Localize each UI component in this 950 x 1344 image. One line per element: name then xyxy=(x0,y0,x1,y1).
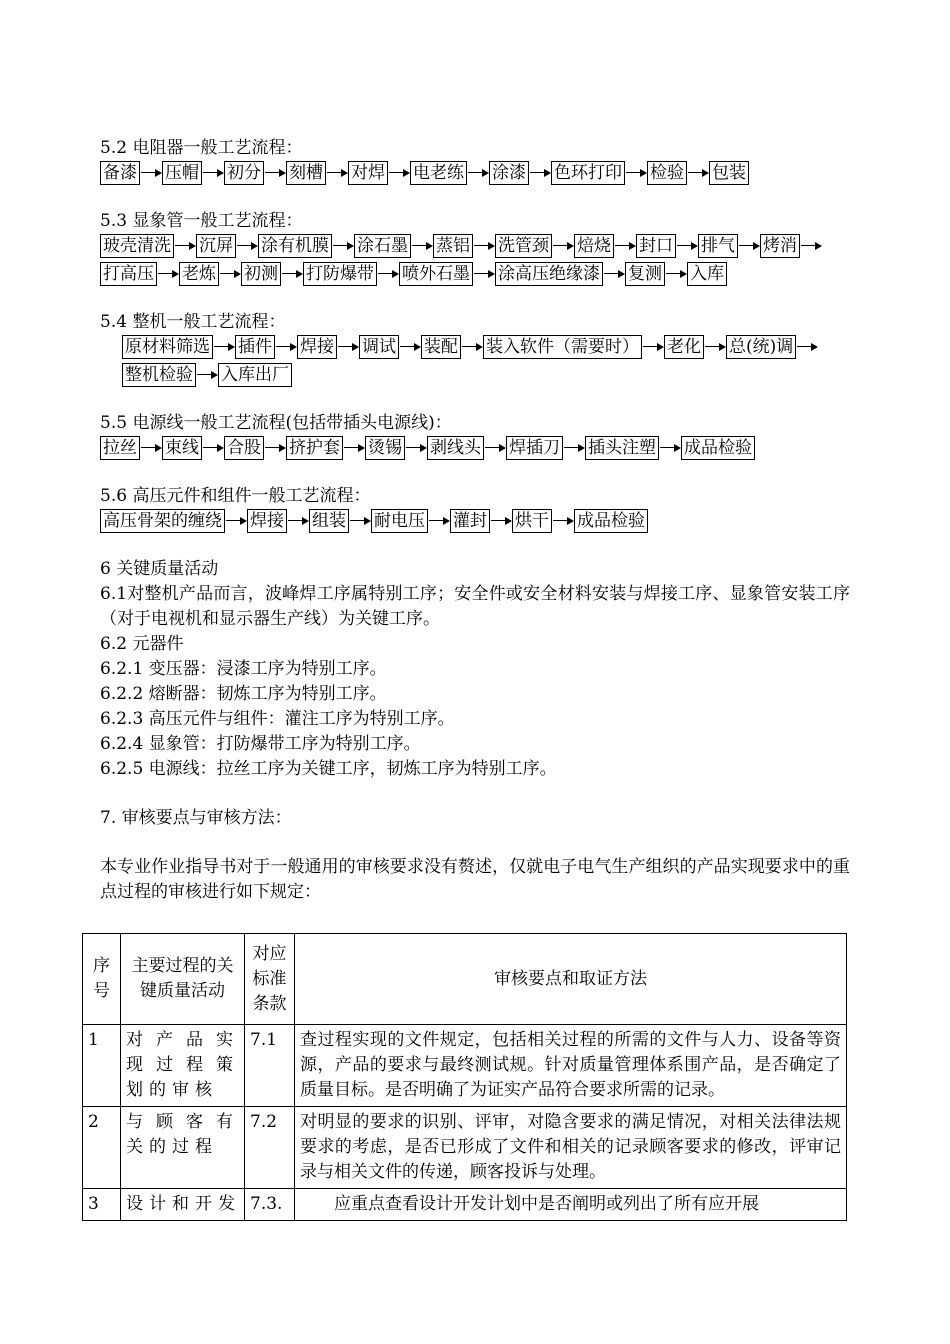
process-step xyxy=(303,262,399,286)
process-flow xyxy=(100,436,850,460)
table-row xyxy=(83,1107,847,1189)
process-step-label: 剥线头 xyxy=(427,436,484,460)
arrow-right-icon xyxy=(490,516,512,526)
process-step xyxy=(359,335,421,359)
process-step-label: 组装 xyxy=(309,509,349,533)
process-step-label: 涂有机膜 xyxy=(258,234,332,258)
section-7-intro: 本专业作业指导书对于一般通用的审核要求没有赘述，仅就电子电气生产组织的产品实现要求中的重点过程的审核进行如下规定： xyxy=(100,857,850,902)
process-step-label: 初分 xyxy=(224,161,264,185)
process-step xyxy=(585,436,681,460)
arrow-right-icon xyxy=(225,516,247,526)
process-step-label: 老化 xyxy=(664,335,704,359)
process-step-label: 挤护套 xyxy=(286,436,343,460)
process-step-label: 洗管颈 xyxy=(495,234,552,258)
arrow-right-icon xyxy=(461,342,483,352)
process-step xyxy=(162,436,224,460)
process-step-label: 包装 xyxy=(709,161,749,185)
process-step xyxy=(100,436,162,460)
process-step-label: 刻槽 xyxy=(286,161,326,185)
arrow-right-icon xyxy=(399,342,421,352)
process-step xyxy=(224,161,286,185)
section-heading: 5.3 显象管一般工艺流程： xyxy=(100,211,303,231)
process-step xyxy=(297,335,359,359)
process-step-label: 排气 xyxy=(698,234,738,258)
process-step xyxy=(241,262,303,286)
process-step xyxy=(247,509,309,533)
row-method: 对明显的要求的识别、评审，对隐含要求的满足情况，对相关法律法规要求的考虑，是否已形成了文件和相关的记录顾客要求的修改，评审记录与相关文件的传递，顾客投诉与处理。 xyxy=(295,1107,847,1189)
process-step xyxy=(354,234,433,258)
process-step-label: 整机检验 xyxy=(122,363,196,387)
process-step xyxy=(574,234,636,258)
arrow-right-icon xyxy=(405,443,427,453)
arrow-right-icon xyxy=(140,168,162,178)
process-step xyxy=(100,262,179,286)
table-row xyxy=(83,1025,847,1107)
process-step-label: 打防爆带 xyxy=(303,262,377,286)
process-step xyxy=(726,335,818,359)
process-step xyxy=(218,363,292,387)
row-clause: 7.1 xyxy=(245,1025,295,1107)
process-step-label: 玻壳清洗 xyxy=(100,234,174,258)
process-step xyxy=(122,363,218,387)
arrow-right-icon xyxy=(467,168,489,178)
process-step xyxy=(100,509,247,533)
list-item: 6.2.1 变压器：浸漆工序为特别工序。 xyxy=(100,659,387,679)
process-step xyxy=(636,234,698,258)
process-step xyxy=(625,262,687,286)
arrow-right-icon xyxy=(473,269,495,279)
arrow-right-icon xyxy=(343,443,365,453)
process-step-label: 总(统)调 xyxy=(726,335,796,359)
arrow-right-icon xyxy=(704,342,726,352)
process-step xyxy=(399,262,495,286)
arrow-right-icon xyxy=(529,168,551,178)
process-step-label: 涂高压绝缘漆 xyxy=(495,262,603,286)
process-step xyxy=(664,335,726,359)
arrow-right-icon xyxy=(202,443,224,453)
arrow-right-icon xyxy=(174,241,196,251)
section-heading: 5.6 高压元件和组件一般工艺流程： xyxy=(100,486,371,506)
list-item: 6.2.4 显象管：打防爆带工序为特别工序。 xyxy=(100,734,421,754)
arrow-right-icon xyxy=(473,241,495,251)
arrow-right-icon xyxy=(484,443,506,453)
arrow-right-icon xyxy=(738,241,760,251)
row-process: 设计和开发 xyxy=(121,1189,245,1221)
header-num: 序号 xyxy=(83,934,121,1025)
arrow-right-icon xyxy=(219,269,241,279)
arrow-right-icon xyxy=(614,241,636,251)
process-step-label: 烤消 xyxy=(760,234,800,258)
process-step xyxy=(286,436,365,460)
process-step-label: 入库出厂 xyxy=(218,363,292,387)
process-step xyxy=(681,436,755,460)
process-step xyxy=(100,161,162,185)
row-process: 对产品实现过程策划的审核 xyxy=(121,1025,245,1107)
process-step-label: 烫锡 xyxy=(365,436,405,460)
section-7-title: 7. 审核要点与审核方法： xyxy=(100,808,292,828)
arrow-right-icon xyxy=(202,168,224,178)
arrow-right-icon xyxy=(659,443,681,453)
process-step xyxy=(100,234,196,258)
process-step xyxy=(421,335,483,359)
process-step xyxy=(512,509,574,533)
process-step xyxy=(483,335,664,359)
arrow-right-icon xyxy=(326,168,348,178)
process-step xyxy=(489,161,551,185)
process-step-label: 打高压 xyxy=(100,262,157,286)
process-flow xyxy=(100,161,850,185)
process-step xyxy=(365,436,427,460)
process-step-label: 原材料筛选 xyxy=(122,335,213,359)
paragraph-6-2: 6.2 元器件 xyxy=(100,634,184,654)
paragraph-6-1: 6.1对整机产品而言，波峰焊工序属特别工序；安全件或安全材料安装与焊接工序、显象管安装工序（对于电视机和显示器生产线）为关键工序。 xyxy=(100,584,850,629)
process-step xyxy=(687,262,727,286)
arrow-right-icon xyxy=(428,516,450,526)
process-step xyxy=(348,161,410,185)
process-step-label: 插头注塑 xyxy=(585,436,659,460)
process-step xyxy=(179,262,241,286)
process-step-label: 沉屏 xyxy=(196,234,236,258)
process-step xyxy=(551,161,647,185)
process-step xyxy=(450,509,512,533)
process-step xyxy=(122,335,235,359)
process-step xyxy=(286,161,348,185)
process-step-label: 色环打印 xyxy=(551,161,625,185)
process-step-label: 备漆 xyxy=(100,161,140,185)
process-step xyxy=(427,436,506,460)
arrow-right-icon xyxy=(411,241,433,251)
process-step-label: 装配 xyxy=(421,335,461,359)
section-heading: 5.4 整机一般工艺流程： xyxy=(100,312,286,332)
process-step-label: 电老练 xyxy=(410,161,467,185)
section-heading: 5.2 电阻器一般工艺流程： xyxy=(100,138,303,158)
row-process: 与顾客有关的过程 xyxy=(121,1107,245,1189)
arrow-right-icon xyxy=(264,168,286,178)
process-step-label: 调试 xyxy=(359,335,399,359)
process-step-label: 合股 xyxy=(224,436,264,460)
header-clause: 对应标准条款 xyxy=(245,934,295,1025)
process-flow xyxy=(100,335,850,387)
row-clause: 7.2 xyxy=(245,1107,295,1189)
process-flow xyxy=(100,509,850,533)
process-step xyxy=(224,436,286,460)
list-item: 6.2.3 高压元件与组件：灌注工序为特别工序。 xyxy=(100,709,455,729)
process-step xyxy=(371,509,450,533)
arrow-right-icon xyxy=(264,443,286,453)
process-step-label: 检验 xyxy=(647,161,687,185)
process-step-label: 装入软件（需要时） xyxy=(483,335,642,359)
arrow-right-icon xyxy=(603,269,625,279)
row-num: 2 xyxy=(83,1107,121,1189)
arrow-right-icon xyxy=(332,241,354,251)
row-clause: 7.3. xyxy=(245,1189,295,1221)
process-step-label: 蒸铝 xyxy=(433,234,473,258)
document-body xyxy=(100,136,850,905)
process-step xyxy=(760,234,822,258)
process-step-label: 初测 xyxy=(241,262,281,286)
process-step-label: 涂漆 xyxy=(489,161,529,185)
process-step xyxy=(647,161,709,185)
process-step-label: 压帽 xyxy=(162,161,202,185)
process-step-label: 高压骨架的缠绕 xyxy=(100,509,225,533)
process-step-label: 灌封 xyxy=(450,509,490,533)
process-step-label: 焊接 xyxy=(297,335,337,359)
arrow-right-icon xyxy=(287,516,309,526)
list-item: 6.2.2 熔断器：韧炼工序为特别工序。 xyxy=(100,684,387,704)
arrow-right-icon xyxy=(281,269,303,279)
arrow-right-icon xyxy=(625,168,647,178)
process-step-label: 烘干 xyxy=(512,509,552,533)
row-num: 3 xyxy=(83,1189,121,1221)
process-step xyxy=(410,161,489,185)
arrow-right-icon xyxy=(800,241,822,251)
table-header-row xyxy=(83,934,847,1025)
process-step-label: 入库 xyxy=(687,262,727,286)
arrow-right-icon xyxy=(642,342,664,352)
process-step-label: 涂石墨 xyxy=(354,234,411,258)
process-step-label: 插件 xyxy=(235,335,275,359)
header-method: 审核要点和取证方法 xyxy=(295,934,847,1025)
row-method: 查过程实现的文件规定，包括相关过程的所需的文件与人力、设备等资源，产品的要求与最终测试规。针对质量管理体系围产品，是否确定了质量目标。是否明确了为证实产品符合要求所需的记录。 xyxy=(295,1025,847,1107)
process-step xyxy=(196,234,258,258)
arrow-right-icon xyxy=(349,516,371,526)
process-step xyxy=(506,436,585,460)
arrow-right-icon xyxy=(275,342,297,352)
arrow-right-icon xyxy=(687,168,709,178)
process-step xyxy=(258,234,354,258)
arrow-right-icon xyxy=(337,342,359,352)
arrow-right-icon xyxy=(196,370,218,380)
row-method: 应重点查看设计开发计划中是否阐明或列出了所有应开展 xyxy=(295,1189,847,1221)
process-step-label: 焙烧 xyxy=(574,234,614,258)
process-step-label: 成品检验 xyxy=(681,436,755,460)
arrow-right-icon xyxy=(157,269,179,279)
process-step xyxy=(309,509,371,533)
process-step-label: 束线 xyxy=(162,436,202,460)
arrow-right-icon xyxy=(377,269,399,279)
list-item: 6.2.5 电源线：拉丝工序为关键工序，韧炼工序为特别工序。 xyxy=(100,759,557,779)
process-step-label: 老炼 xyxy=(179,262,219,286)
arrow-right-icon xyxy=(796,342,818,352)
arrow-right-icon xyxy=(213,342,235,352)
process-step xyxy=(433,234,495,258)
arrow-right-icon xyxy=(236,241,258,251)
process-step xyxy=(495,262,625,286)
row-num: 1 xyxy=(83,1025,121,1107)
table-row xyxy=(83,1189,847,1221)
process-step xyxy=(574,509,648,533)
section-heading: 5.5 电源线一般工艺流程(包括带插头电源线)： xyxy=(100,413,452,433)
audit-table xyxy=(82,933,847,1221)
process-step-label: 耐电压 xyxy=(371,509,428,533)
arrow-right-icon xyxy=(563,443,585,453)
arrow-right-icon xyxy=(552,241,574,251)
process-step-label: 焊接 xyxy=(247,509,287,533)
arrow-right-icon xyxy=(140,443,162,453)
process-step xyxy=(162,161,224,185)
process-step-label: 焊插刀 xyxy=(506,436,563,460)
arrow-right-icon xyxy=(388,168,410,178)
process-step-label: 拉丝 xyxy=(100,436,140,460)
process-flow xyxy=(100,234,850,286)
process-step xyxy=(235,335,297,359)
process-step-label: 对焊 xyxy=(348,161,388,185)
process-step-label: 复测 xyxy=(625,262,665,286)
process-step-label: 封口 xyxy=(636,234,676,258)
arrow-right-icon xyxy=(676,241,698,251)
arrow-right-icon xyxy=(552,516,574,526)
header-process: 主要过程的关键质量活动 xyxy=(121,934,245,1025)
process-step xyxy=(495,234,574,258)
process-step-label: 喷外石墨 xyxy=(399,262,473,286)
process-step-label: 成品检验 xyxy=(574,509,648,533)
section-6-title: 6 关键质量活动 xyxy=(100,559,219,579)
arrow-right-icon xyxy=(665,269,687,279)
process-step xyxy=(698,234,760,258)
process-step xyxy=(709,161,749,185)
